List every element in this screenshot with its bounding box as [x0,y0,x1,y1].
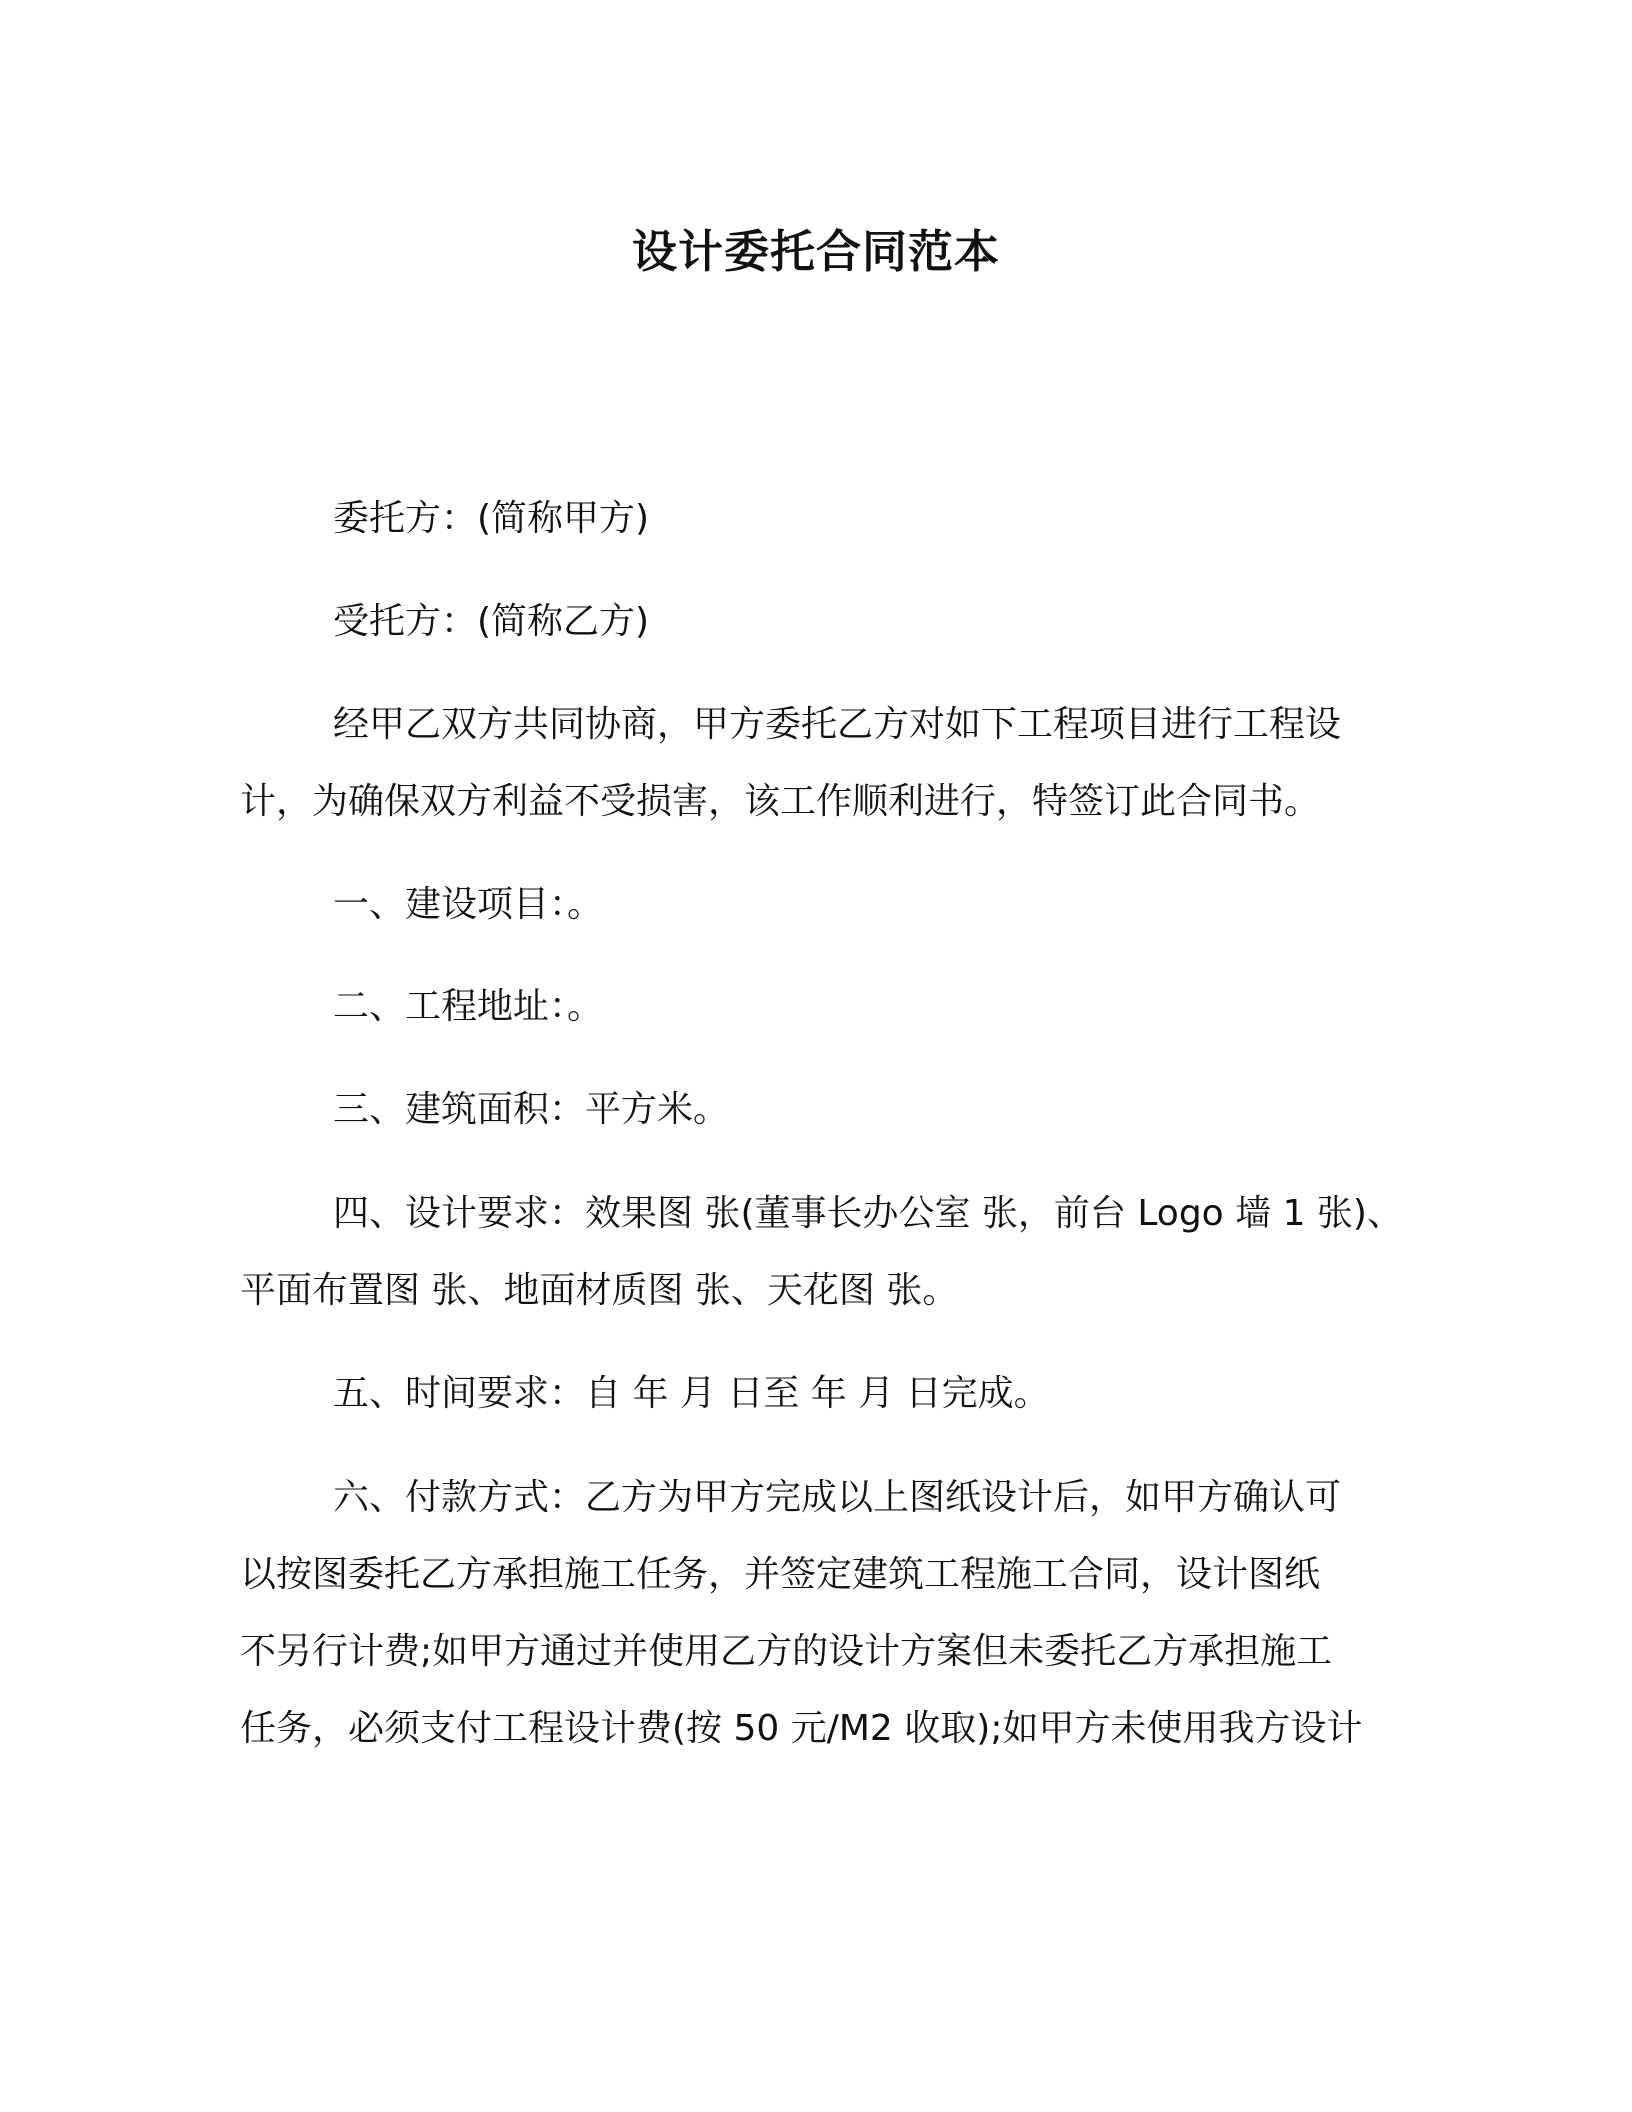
clause-4-requirements-line-2: 平面布置图 张、地面材质图 张、天花图 张。 [240,1270,959,1311]
clause-6-payment-line-4: 任务，必须支付工程设计费(按 50 元/M2 收取);如甲方未使用我方设计 [240,1708,1363,1749]
preamble-line-1: 经甲乙双方共同协商，甲方委托乙方对如下工程项目进行工程设 [333,704,1342,745]
clause-2-address: 二、工程地址：。 [333,986,604,1027]
clause-6-payment-line-2: 以按图委托乙方承担施工任务，并签定建筑工程施工合同，设计图纸 [240,1554,1321,1595]
contractor-party-line: 受托方：(简称乙方) [333,601,650,642]
preamble-line-2: 计，为确保双方利益不受损害，该工作顺利进行，特签订此合同书。 [240,781,1321,822]
clause-3-area: 三、建筑面积：平方米。 [333,1089,730,1130]
document-title: 设计委托合同范本 [631,225,1000,278]
clause-1-project: 一、建设项目：。 [333,884,604,925]
client-party-line: 委托方：(简称甲方) [333,498,650,539]
clause-6-payment-line-1: 六、付款方式：乙方为甲方完成以上图纸设计后，如甲方确认可 [333,1477,1342,1518]
clause-4-requirements-line-1: 四、设计要求：效果图 张(董事长办公室 张，前台 Logo 墙 1 张)、 [333,1193,1403,1234]
clause-6-payment-line-3: 不另行计费;如甲方通过并使用乙方的设计方案但未委托乙方承担施工 [240,1631,1333,1672]
clause-5-schedule: 五、时间要求：自 年 月 日至 年 月 日完成。 [333,1373,1050,1414]
